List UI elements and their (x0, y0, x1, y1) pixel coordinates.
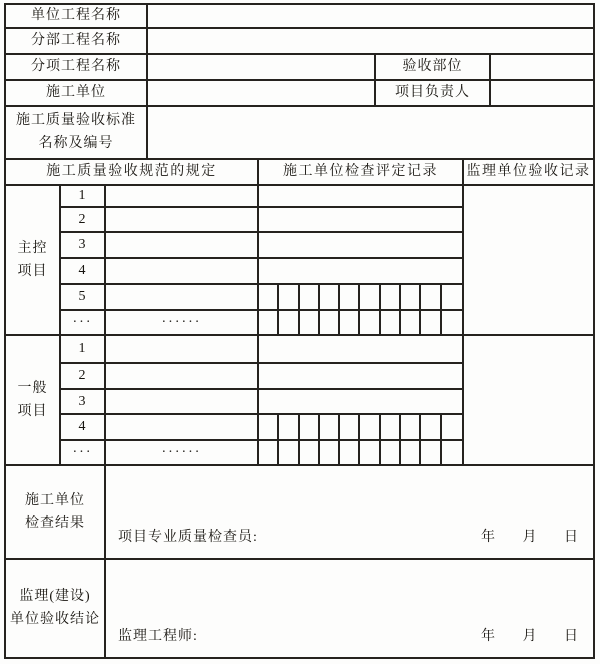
tally-box (340, 415, 360, 441)
tally-box (421, 285, 441, 311)
general-row-number: 4 (61, 415, 106, 441)
main-control-supervisor-record-cell (464, 186, 595, 336)
tally-box (442, 441, 462, 464)
main-control-contractor-record-cell (259, 259, 464, 285)
tally-box (360, 441, 380, 464)
tally-box (421, 415, 441, 441)
tally-box (381, 415, 401, 441)
standard-name-label (6, 107, 148, 160)
supervising-engineer-signer-label: 监理工程师: (118, 629, 198, 644)
unit-project-name-value (148, 5, 595, 29)
tally-box (340, 311, 360, 334)
tally-box (259, 311, 279, 334)
acceptance-part-value (491, 55, 595, 81)
tally-box (279, 441, 299, 464)
general-row-content (106, 390, 259, 415)
general-tally-grid (259, 415, 464, 466)
tally-box (360, 285, 380, 311)
supervisor-conclusion-cell (106, 560, 595, 659)
tally-box (381, 311, 401, 334)
main-control-tally-grid (259, 285, 464, 336)
supervisor-conclusion-label (6, 560, 106, 659)
tally-box (401, 285, 421, 311)
tally-box (259, 285, 279, 311)
tally-box (300, 311, 320, 334)
inspection-form-table (4, 3, 595, 659)
contractor-check-result-label (6, 466, 106, 560)
sub-project-name-value (148, 29, 595, 55)
tally-box (401, 311, 421, 334)
main-control-contractor-record-cell (259, 208, 464, 233)
tally-box (320, 285, 340, 311)
supervisor-conclusion-label-line2: 单位验收结论 (10, 612, 100, 627)
general-label-line1: 一般 (17, 380, 48, 396)
construction-unit-value (148, 81, 376, 107)
tally-box (259, 415, 279, 441)
tally-box (320, 311, 340, 334)
main-control-row-content (106, 233, 259, 259)
supervisor-conclusion-label-line1: 监理(建设) (19, 589, 91, 604)
tally-box (442, 415, 462, 441)
tally-box (442, 311, 462, 334)
item-project-name-label: 分项工程名称 (6, 55, 148, 81)
main-control-row-content (106, 186, 259, 208)
main-control-row-content (106, 285, 259, 311)
tally-box (300, 415, 320, 441)
construction-unit-label: 施工单位 (6, 81, 148, 107)
tally-box (279, 415, 299, 441)
tally-box (401, 415, 421, 441)
date-year-month-day: 年 月 日 (481, 530, 579, 545)
tally-box (340, 285, 360, 311)
standard-name-label-line2: 名称及编号 (38, 136, 114, 151)
tally-box (259, 441, 279, 464)
general-row-number-ellipsis: ··· (61, 441, 106, 466)
general-supervisor-record-cell (464, 336, 595, 466)
quality-inspector-signer-label: 项目专业质量检查员: (118, 530, 258, 545)
tally-box (442, 285, 462, 311)
main-control-row-number: 1 (61, 186, 106, 208)
tally-box (300, 441, 320, 464)
tally-box (381, 285, 401, 311)
contractor-check-result-cell (106, 466, 595, 560)
general-group-label (6, 336, 61, 466)
tally-box (279, 285, 299, 311)
general-row-content (106, 364, 259, 390)
tally-box (381, 441, 401, 464)
tally-box (300, 285, 320, 311)
general-contractor-record-cell (259, 336, 464, 364)
tally-box (360, 311, 380, 334)
sub-project-name-label: 分部工程名称 (6, 29, 148, 55)
general-row-content (106, 336, 259, 364)
standard-name-value (148, 107, 595, 160)
date-year-month-day: 年 月 日 (481, 629, 579, 644)
tally-box (320, 441, 340, 464)
header-regulation: 施工质量验收规范的规定 (6, 160, 259, 186)
main-control-row-number: 5 (61, 285, 106, 311)
general-row-number: 3 (61, 390, 106, 415)
general-contractor-record-cell (259, 364, 464, 390)
main-control-contractor-record-cell (259, 233, 464, 259)
main-control-row-number: 2 (61, 208, 106, 233)
main-control-row-content-ellipsis: ······ (106, 311, 259, 336)
main-control-row-number: 3 (61, 233, 106, 259)
acceptance-part-label: 验收部位 (376, 55, 491, 81)
tally-box (320, 415, 340, 441)
general-row-number: 1 (61, 336, 106, 364)
tally-box (401, 441, 421, 464)
general-row-content (106, 415, 259, 441)
main-control-row-content (106, 208, 259, 233)
header-supervisor-record: 监理单位验收记录 (464, 160, 595, 186)
main-control-row-content (106, 259, 259, 285)
item-project-name-value (148, 55, 376, 81)
main-control-row-number: 4 (61, 259, 106, 285)
project-leader-label: 项目负责人 (376, 81, 491, 107)
contractor-check-result-label-line2: 检查结果 (25, 515, 85, 531)
main-control-label-line2: 项目 (17, 263, 48, 279)
tally-box (421, 311, 441, 334)
header-contractor-record: 施工单位检查评定记录 (259, 160, 464, 186)
unit-project-name-label: 单位工程名称 (6, 5, 148, 29)
tally-box (340, 441, 360, 464)
main-control-label-line1: 主控 (17, 240, 48, 256)
tally-box (360, 415, 380, 441)
general-contractor-record-cell (259, 390, 464, 415)
tally-box (421, 441, 441, 464)
main-control-group-label (6, 186, 61, 336)
standard-name-label-line1: 施工质量验收标准 (16, 113, 136, 128)
main-control-row-number-ellipsis: ··· (61, 311, 106, 336)
contractor-check-result-label-line1: 施工单位 (25, 492, 85, 508)
general-label-line2: 项目 (17, 403, 48, 419)
main-control-contractor-record-cell (259, 186, 464, 208)
project-leader-value (491, 81, 595, 107)
tally-box (279, 311, 299, 334)
general-row-number: 2 (61, 364, 106, 390)
general-row-content-ellipsis: ······ (106, 441, 259, 466)
